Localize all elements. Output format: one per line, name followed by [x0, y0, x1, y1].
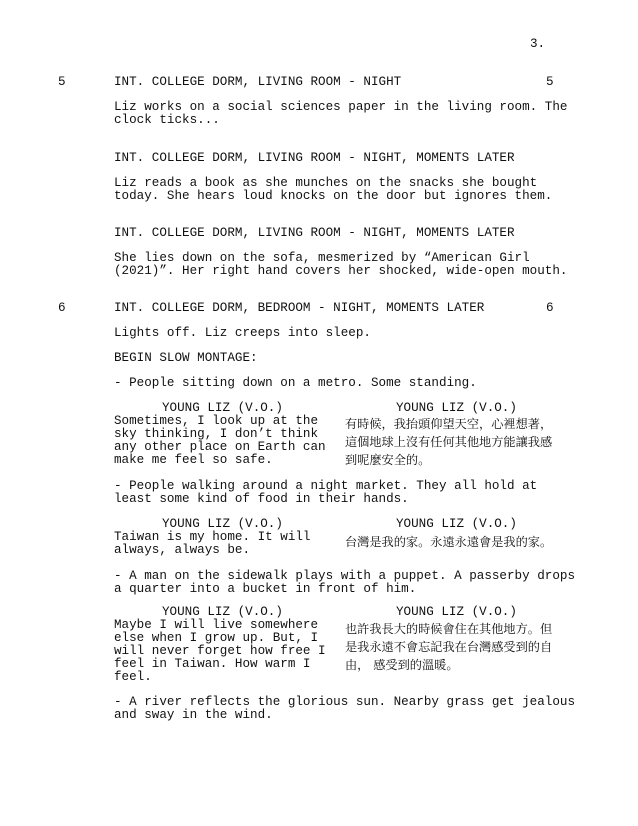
scene-heading: INT. COLLEGE DORM, LIVING ROOM - NIGHT: [114, 75, 402, 89]
action-line: - A river reflects the glorious sun. Nearby grass get jealous and sway in the wind.: [114, 695, 576, 722]
scene-heading: INT. COLLEGE DORM, LIVING ROOM - NIGHT, MOMENTS LATER: [114, 151, 515, 165]
dialogue-right: 有時候，我抬頭仰望天空，心裡想著， 這個地球上沒有任何其他地方能讓我感 到呢麼安全的。: [345, 417, 553, 467]
action-line: Liz works on a social sciences paper in the living room. The clock ticks...: [114, 100, 568, 127]
character-cue-right: YOUNG LIZ (V.O.): [396, 401, 517, 415]
scene-heading: INT. COLLEGE DORM, BEDROOM - NIGHT, MOMENTS LATER: [114, 301, 485, 315]
action-line: Lights off. Liz creeps into sleep.: [114, 326, 371, 340]
character-cue-left: YOUNG LIZ (V.O.): [162, 401, 283, 415]
action-line: - People sitting down on a metro. Some standing.: [114, 376, 477, 390]
action-line: Liz reads a book as she munches on the snacks she bought today. She hears loud knocks on the door but ignores them.: [114, 176, 553, 203]
dialogue-left: Maybe I will live somewhere else when I grow up. But, I will never forget how free I feel in Taiwan. How warm I feel.: [114, 618, 326, 684]
character-cue-right: YOUNG LIZ (V.O.): [396, 517, 517, 531]
character-cue-left: YOUNG LIZ (V.O.): [162, 605, 283, 619]
dialogue-right: 台灣是我的家。永遠永遠會是我的家。: [345, 535, 553, 549]
action-line: BEGIN SLOW MONTAGE:: [114, 351, 258, 365]
character-cue-left: YOUNG LIZ (V.O.): [162, 517, 283, 531]
dialogue-left: Sometimes, I look up at the sky thinking, I don’t think any other place on Earth can make me feel so safe.: [114, 414, 326, 467]
dialogue-right: 也許我長大的時候會住在其他地方。但 是我永遠不會忘記我在台灣感受到的自 由， 感受到的溫暖。: [345, 622, 553, 672]
dialogue-left: Taiwan is my home. It will always, always be.: [114, 530, 311, 557]
action-line: - A man on the sidewalk plays with a puppet. A passerby drops a quarter into a bucket in front of him.: [114, 569, 576, 596]
scene-number-left: 6: [58, 301, 66, 315]
action-line: She lies down on the sofa, mesmerized by “American Girl (2021)”. Her right hand covers her shocked, wide-open mouth.: [114, 251, 568, 278]
action-line: - People walking around a night market. They all hold at least some kind of food in their hands.: [114, 479, 538, 506]
scene-number-right: 5: [546, 75, 554, 89]
scene-number-left: 5: [58, 75, 66, 89]
scene-number-right: 6: [546, 301, 554, 315]
scene-heading: INT. COLLEGE DORM, LIVING ROOM - NIGHT, MOMENTS LATER: [114, 226, 515, 240]
character-cue-right: YOUNG LIZ (V.O.): [396, 605, 517, 619]
page-number: 3.: [530, 37, 546, 51]
